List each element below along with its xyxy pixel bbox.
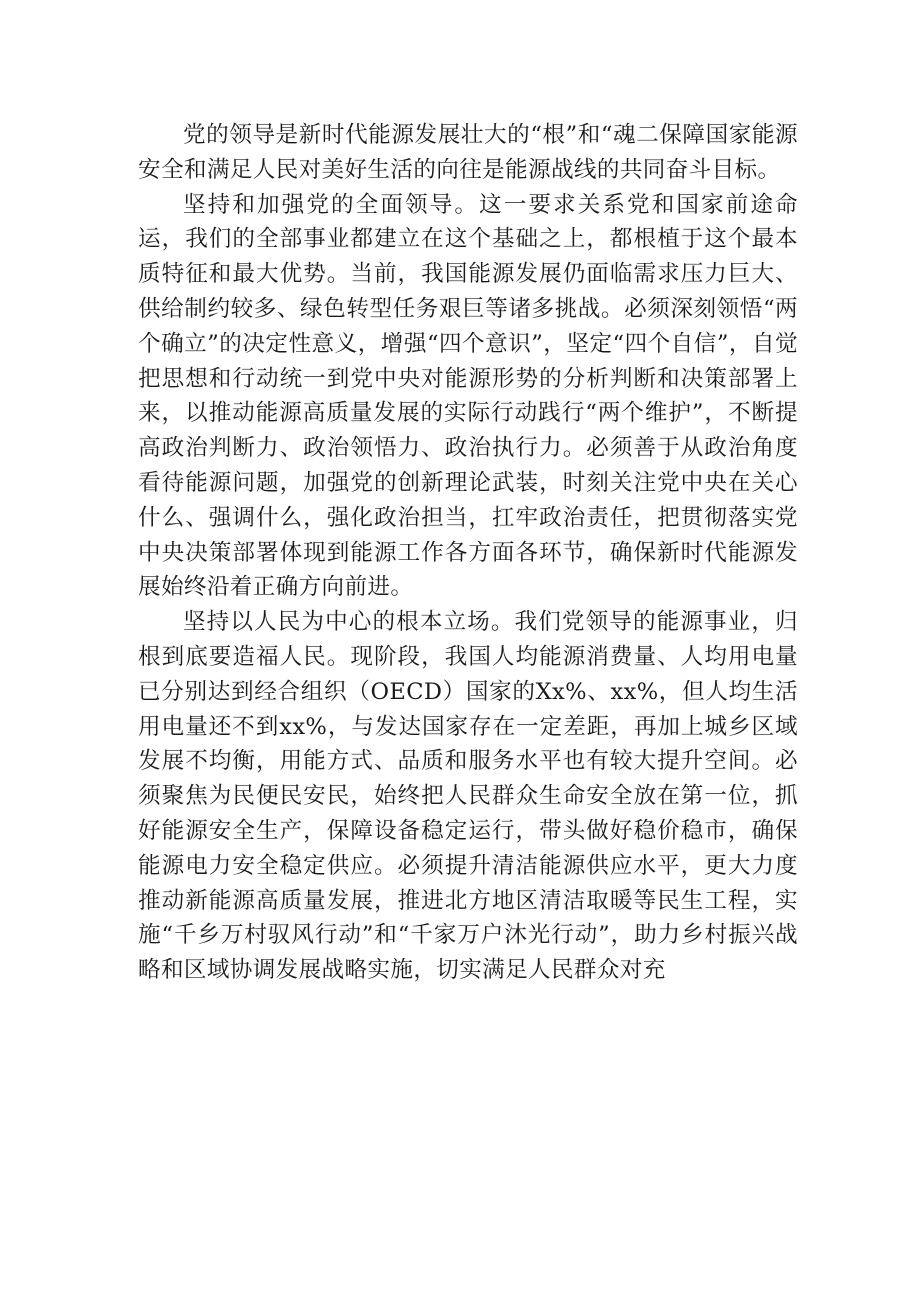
paragraph-intro: 党的领导是新时代能源发展壮大的“根”和“魂二保障国家能源安全和满足人民对美好生活的向往是能源战线的共同奋斗目标。 bbox=[138, 122, 798, 183]
paragraph-party-leadership: 坚持和加强党的全面领导。这一要求关系党和国家前途命运，我们的全部事业都建立在这个基础之上，都根植于这个最本质特征和最大优势。当前，我国能源发展仍面临需求压力巨大、供给制约较多、绿色转型任务艰巨等诸多挑战。必须深刻领悟“两个确立”的决定性意义，增强“四个意识”，坚定“四个自信”，自觉把思想和行动统一到党中央对能源形势的分析判断和决策部署上来，以推动能源高质量发展的实际行动践行“两个维护”，不断提高政治判断力、政治领悟力、政治执行力。必须善于从政治角度看待能源问题，加强党的创新理论武装，时刻关注党中央在关心什么、强调什么，强化政治担当，扛牢政治责任，把贯彻落实党中央决策部署体现到能源工作各方面各环节，确保新时代能源发展始终沿着正确方向前进。 bbox=[138, 191, 798, 601]
document-body bbox=[138, 118, 798, 988]
paragraph-people-centered: 坚持以人民为中心的根本立场。我们党领导的能源事业，归根到底要造福人民。现阶段，我国人均能源消费量、人均用电量已分别达到经合组织（OECD）国家的Xx%、xx%，但人均生活用电量还不到xx%，与发达国家存在一定差距，再加上城乡区域发展不均衡，用能方式、品质和服务水平也有较大提升空间。必须聚焦为民便民安民，始终把人民群众生命安全放在第一位，抓好能源安全生产，保障设备稳定运行，带头做好稳价稳市，确保能源电力安全稳定供应。必须提升清洁能源供应水平，更大力度推动新能源高质量发展，推进北方地区清洁取暖等民生工程，实施“千乡万村驭风行动”和“千家万户沐光行动”，助力乡村振兴战略和区域协调发展战略实施，切实满足人民群众对充 bbox=[138, 609, 798, 984]
